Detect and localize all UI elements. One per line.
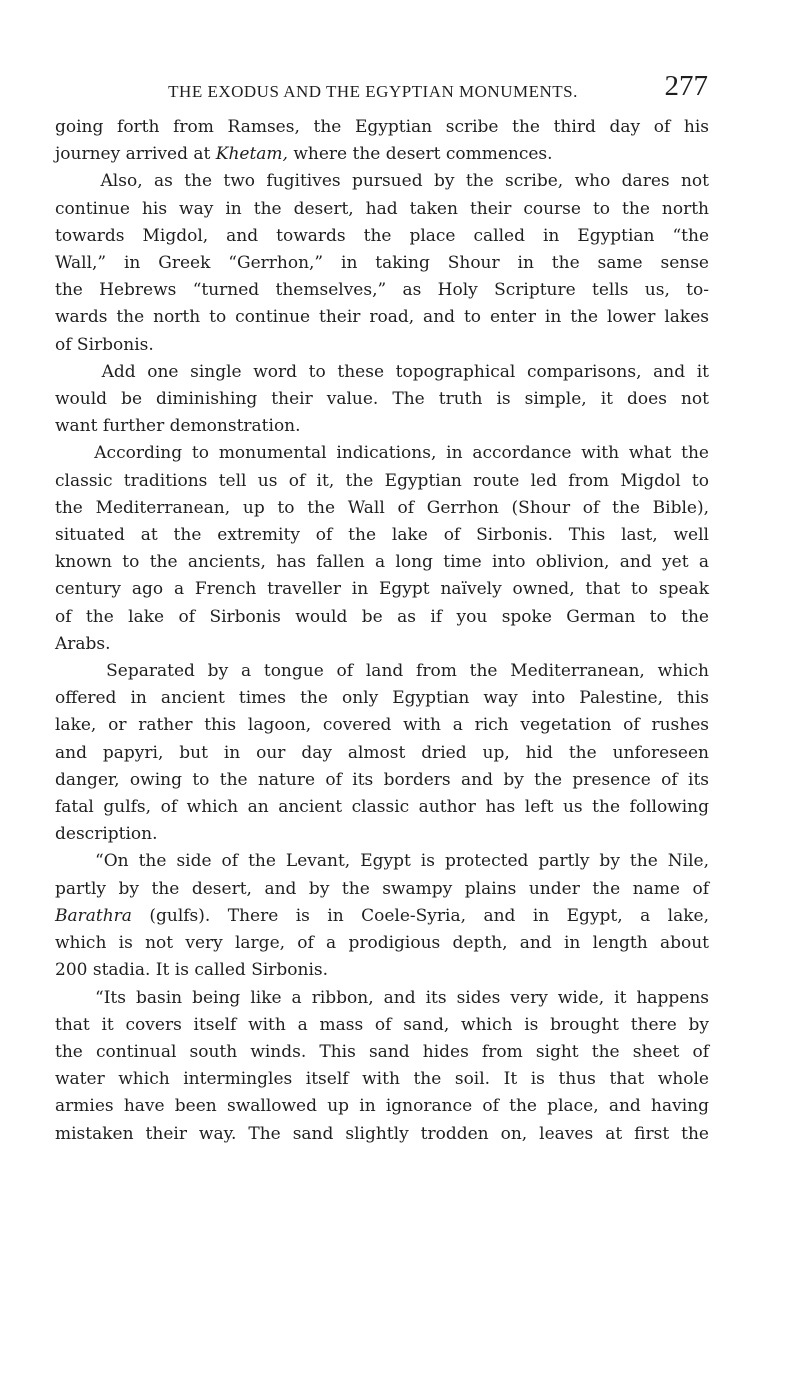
text-line: Separated by a tongue of land from the Mediterranean, which <box>106 661 709 682</box>
text-line: which is not very large, of a prodigious depth, and in length about <box>55 933 709 954</box>
text-line: classic traditions tell us of it, the Egyptian route led from Migdol to <box>55 470 709 491</box>
text-line: According to monumental indications, in accordance with what the <box>94 443 709 464</box>
text-line: the Mediterranean, up to the Wall of Gerrhon (Shour of the Bible), <box>55 497 709 518</box>
text-line: 200 stadia. It is called Sirbonis. <box>55 960 329 981</box>
text-line: would be diminishing their value. The truth is simple, it does not <box>55 389 709 410</box>
text-line: that it covers itself with a mass of sand, which is brought there by <box>55 1014 709 1035</box>
text-line: towards Migdol, and towards the place called in Egyptian “the <box>55 225 709 246</box>
text-line: description. <box>55 824 158 845</box>
text-line: wards the north to continue their road, and to enter in the lower lakes <box>55 307 709 328</box>
text-line: century ago a French traveller in Egypt naïvely owned, that to speak <box>55 579 709 600</box>
running-title: THE EXODUS AND THE EGYPTIAN MONUMENTS. <box>168 82 578 101</box>
text-line: armies have been swallowed up in ignorance of the place, and having <box>55 1096 709 1117</box>
text-line-with-italic <box>55 903 709 930</box>
text-line: water which intermingles itself with the soil. It is thus that whole <box>55 1069 709 1090</box>
text-line: lake, or rather this lagoon, covered with a rich vegetation of rushes <box>55 715 709 736</box>
paragraph-6-quotation <box>55 848 709 984</box>
text-line: of Sirbonis. <box>55 334 154 355</box>
text-line: situated at the extremity of the lake of Sirbonis. This last, well <box>55 525 709 546</box>
page-number: 277 <box>664 70 708 102</box>
paragraph-4 <box>55 440 709 658</box>
text-line: going forth from Ramses, the Egyptian scribe the third day of his <box>55 117 709 137</box>
text-fragment: where the desert commences. <box>287 144 553 165</box>
text-line: continue his way in the desert, had taken their course to the north <box>55 198 709 219</box>
text-fragment: (gulfs). There is in Coele-Syria, and in Egypt, a lake, <box>131 905 709 926</box>
text-fragment: journey arrived at <box>55 144 216 165</box>
running-header <box>118 72 708 112</box>
body-text <box>55 114 709 1148</box>
text-line-with-italic <box>55 141 709 168</box>
text-line: danger, owing to the nature of its borders and by the presence of its <box>55 769 709 790</box>
italic-place-name: Khetam, <box>215 144 288 165</box>
text-line: the continual south winds. This sand hides from sight the sheet of <box>55 1041 709 1062</box>
italic-term: Barathra <box>55 905 132 926</box>
text-line: “On the side of the Levant, Egypt is protected partly by the Nile, <box>95 851 709 872</box>
text-line: the Hebrews “turned themselves,” as Holy Scripture tells us, to- <box>55 280 709 301</box>
text-line: Wall,” in Greek “Gerrhon,” in taking Shour in the same sense <box>55 253 709 274</box>
text-line: “Its basin being like a ribbon, and its sides very wide, it happens <box>95 987 709 1008</box>
text-line: mistaken their way. The sand slightly trodden on, leaves at first the <box>55 1123 709 1144</box>
text-line: of the lake of Sirbonis would be as if you spoke German to the <box>55 606 709 627</box>
text-line: offered in ancient times the only Egyptian way into Palestine, this <box>55 688 709 709</box>
paragraph-1 <box>55 114 709 168</box>
text-line: partly by the desert, and by the swampy plains under the name of <box>55 878 709 899</box>
paragraph-5 <box>55 658 709 848</box>
text-line: Add one single word to these topographical comparisons, and it <box>101 361 709 382</box>
text-line: and papyri, but in our day almost dried up, hid the unforeseen <box>55 742 709 763</box>
text-line: Also, as the two fugitives pursued by the scribe, who dares not <box>100 171 709 192</box>
paragraph-2 <box>55 168 709 358</box>
text-line: known to the ancients, has fallen a long time into oblivion, and yet a <box>55 552 709 573</box>
text-line: Arabs. <box>55 633 111 654</box>
paragraph-7-quotation <box>55 985 709 1148</box>
text-line: fatal gulfs, of which an ancient classic author has left us the following <box>55 797 709 818</box>
text-line: want further demonstration. <box>55 416 301 437</box>
paragraph-3 <box>55 359 709 441</box>
